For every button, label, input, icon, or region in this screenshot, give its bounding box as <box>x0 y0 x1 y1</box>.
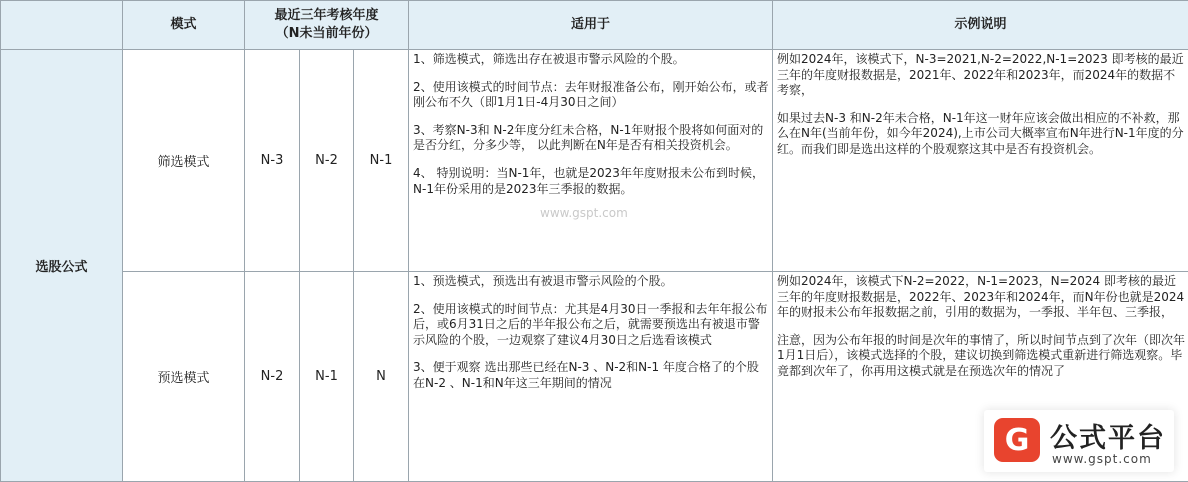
example-paragraph: 如果过去N-3 和N-2年未合格，N-1年这一财年应该会做出相应的不补救，那么在N年(当前年份，如今年2024),上市公司大概率宣布N年进行N-1年度的分红。而我们即是选出这样的个股观察这其中是否有投资机会。 <box>777 111 1185 158</box>
applies-paragraph: 3、考察N-3和 N-2年度分红未合格，N-1年财报个股将如何面对的是否分红，分多少等， 以此判断在N年是否有相关投资机会。 <box>413 123 769 154</box>
example-paragraph: 注意，因为公布年报的时间是次年的事情了，所以时间节点到了次年（即次年1月1日后），该模式选择的个股，建议切换到筛选模式重新进行筛选观察。毕竟都到次年了，你再用这模式就是在预选次年的情况了 <box>777 333 1185 380</box>
corner-header-cell <box>1 1 123 50</box>
example-paragraph: 例如2024年，该模式下，N-3=2021,N-2=2022,N-1=2023 即考核的最近三年的年度财报数据是，2021年、2022年和2023年，而2024年的数据不考察， <box>777 52 1185 99</box>
years-header <box>245 1 409 50</box>
year-cell: N-1 <box>300 272 354 482</box>
site-watermark-badge <box>984 410 1174 472</box>
mode-cell: 预选模式 <box>123 272 245 482</box>
year-cell: N-1 <box>354 50 409 272</box>
applies-cell <box>409 50 773 272</box>
years-header-line1: 最近三年考核年度 <box>245 7 408 25</box>
applies-paragraph: 3、便于观察 选出那些已经在N-3 、N-2和N-1 年度合格了的个股在N-2 、N-1和N年这三年期间的情况 <box>413 360 769 391</box>
applies-paragraph: 1、筛选模式，筛选出存在被退市警示风险的个股。 <box>413 52 769 68</box>
year-cell: N <box>354 272 409 482</box>
applies-paragraph: 2、使用该模式的时间节点：去年财报准备公布，刚开始公布，或者刚公布不久（即1月1日-4月30日之间） <box>413 80 769 111</box>
year-cell: N-3 <box>245 50 300 272</box>
applies-paragraph: 1、预选模式，预选出有被退市警示风险的个股。 <box>413 274 769 290</box>
mode-cell: 筛选模式 <box>123 50 245 272</box>
applies-header: 适用于 <box>409 1 773 50</box>
applies-paragraph: 2、使用该模式的时间节点：尤其是4月30日一季报和去年年报公布后，或6月31日之后的半年报公布之后，就需要预选出有被退市警示风险的个股，一边观察了建议4月30日之后选看该模式 <box>413 302 769 349</box>
example-header: 示例说明 <box>773 1 1188 50</box>
category-cell: 选股公式 <box>1 50 123 482</box>
years-header-line2: （N未当前年份） <box>245 25 408 43</box>
applies-paragraph: 4、 特别说明：当N-1年，也就是2023年年度财报未公布到时候，N-1年份采用的是2023年三季报的数据。 <box>413 166 769 197</box>
year-cell: N-2 <box>245 272 300 482</box>
faint-watermark-text: www.gspt.com <box>540 206 628 220</box>
watermark-title: 公式平台 <box>1050 416 1166 455</box>
table-row-screening <box>1 50 1188 272</box>
applies-cell <box>409 272 773 482</box>
gspt-logo-icon: G <box>994 418 1040 462</box>
example-cell <box>773 50 1188 272</box>
year-cell: N-2 <box>300 50 354 272</box>
header-row <box>1 1 1188 50</box>
example-paragraph: 例如2024年，该模式下N-2=2022，N-1=2023，N=2024 即考核的最近三年的年度财报数据是，2022年、2023年和2024年，而N年份也就是2024年的财报未公布年报数据之前，引用的数据为，一季报、半年包、三季报， <box>777 274 1185 321</box>
watermark-url: www.gspt.com <box>1052 452 1152 466</box>
mode-header: 模式 <box>123 1 245 50</box>
